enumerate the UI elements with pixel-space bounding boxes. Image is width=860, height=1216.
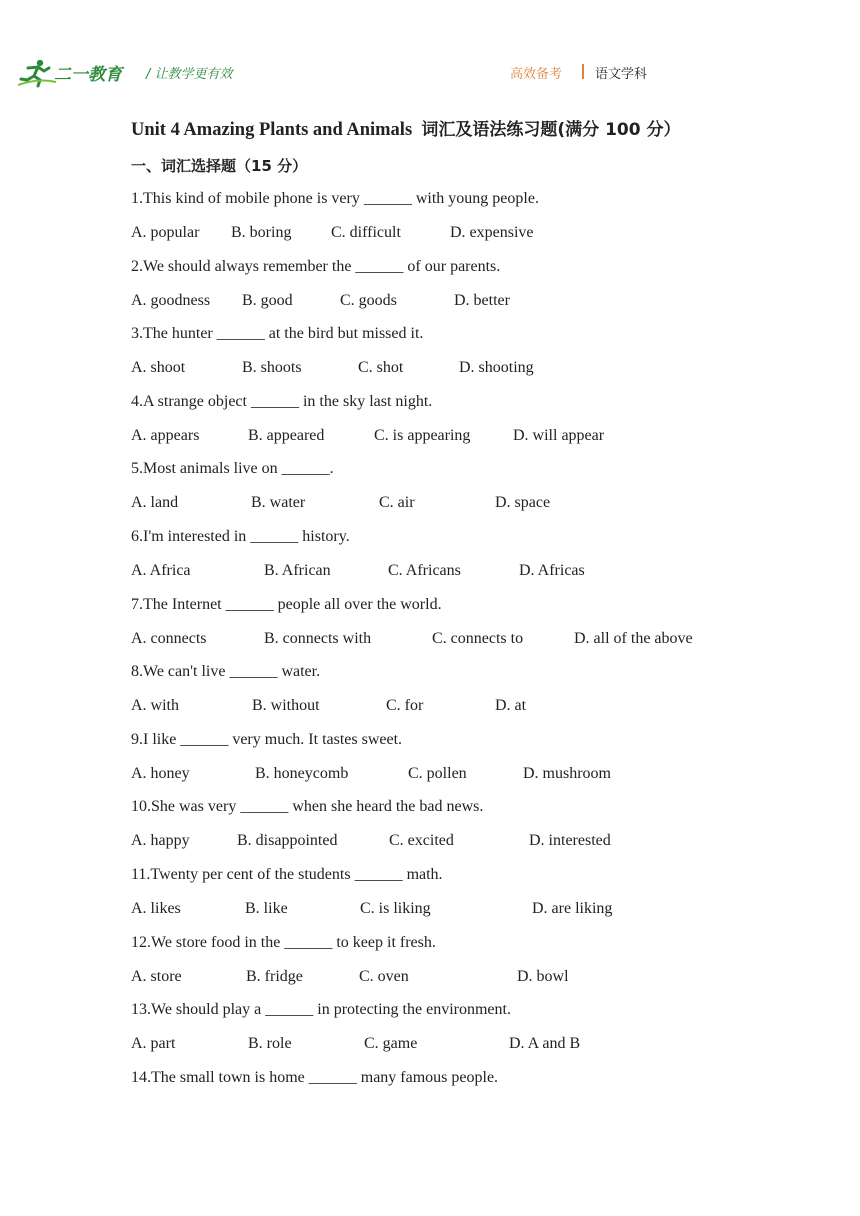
answer-option: B. boring	[231, 224, 292, 241]
answer-option: C. pollen	[408, 764, 467, 782]
runner-icon	[18, 60, 56, 86]
question-stem: 5.Most animals live on ______.	[131, 460, 334, 478]
question-stem: 11.Twenty per cent of the students ______ math.	[131, 866, 443, 883]
question-stem: 10.She was very ______ when she heard the bad news.	[131, 798, 484, 816]
answer-option: D. will appear	[513, 426, 605, 444]
answer-option: A. part	[131, 1035, 176, 1053]
answer-option: C. goods	[340, 291, 397, 309]
answer-option: D. all of the above	[574, 629, 693, 647]
answer-option: D. Africas	[519, 562, 585, 579]
answer-option: D. at	[495, 697, 527, 715]
answer-option: D. space	[495, 494, 551, 512]
answer-option: D. mushroom	[523, 764, 611, 782]
answer-option: C. connects to	[432, 629, 524, 647]
answer-option: B. appeared	[248, 426, 325, 444]
answer-option: A. goodness	[131, 291, 211, 309]
answer-option: C. for	[386, 697, 424, 715]
answer-option: A. connects	[131, 629, 207, 647]
page-header	[0, 0, 860, 100]
question-stem: 7.The Internet ______ people all over the world.	[131, 595, 442, 613]
answer-option: D. better	[454, 291, 510, 309]
answer-option: B. honeycomb	[255, 764, 349, 782]
slogan: / 让教学更有效	[146, 67, 233, 82]
answer-option: A. store	[131, 967, 182, 985]
answer-option: B. without	[252, 697, 320, 715]
question-stem: 1.This kind of mobile phone is very ______ with young people.	[131, 190, 539, 207]
answer-option: B. good	[242, 291, 293, 309]
answer-option: A. Africa	[131, 562, 191, 579]
subject-label: 语文学科	[595, 67, 648, 82]
answer-option: C. shot	[358, 359, 404, 377]
question-stem: 12.We store food in the ______ to keep it fresh.	[131, 933, 436, 951]
answer-option: A. land	[131, 494, 179, 512]
answer-option: B. disappointed	[237, 832, 338, 850]
question-stem: 2.We should always remember the ______ of our parents.	[131, 257, 501, 275]
logo-text: 二一教育	[54, 65, 122, 85]
title-english: Unit 4 Amazing Plants and Animals	[131, 120, 413, 140]
answer-option: D. are liking	[532, 900, 613, 917]
answer-option: C. excited	[389, 832, 454, 850]
answer-option: D. interested	[529, 832, 611, 850]
question-stem: 13.We should play a ______ in protecting the environment.	[131, 1001, 511, 1019]
answer-option: C. air	[379, 494, 415, 512]
answer-option: C. is appearing	[374, 426, 471, 444]
answer-option: B. fridge	[246, 967, 303, 985]
header-divider	[582, 64, 584, 79]
answer-option: C. oven	[359, 967, 409, 985]
answer-option: B. shoots	[242, 359, 302, 377]
answer-option: D. expensive	[450, 224, 534, 241]
answer-option: A. shoot	[131, 359, 186, 377]
answer-option: D. A and B	[509, 1035, 581, 1053]
answer-option: A. with	[131, 697, 179, 715]
question-stem: 8.We can't live ______ water.	[131, 663, 321, 681]
answer-option: A. likes	[131, 900, 181, 917]
answer-option: B. like	[245, 900, 288, 917]
answer-option: B. water	[251, 494, 306, 512]
answer-option: A. happy	[131, 832, 190, 850]
answer-option: A. honey	[131, 764, 190, 782]
question-stem: 9.I like ______ very much. It tastes sweet.	[131, 730, 403, 748]
answer-option: C. is liking	[360, 900, 431, 917]
answer-option: B. role	[248, 1035, 292, 1053]
answer-option: C. Africans	[388, 562, 461, 579]
question-stem: 6.I'm interested in ______ history.	[131, 528, 350, 545]
section-heading: 一、词汇选择题（15 分）	[131, 157, 308, 175]
answer-option: D. shooting	[459, 359, 534, 377]
title-chinese: 词汇及语法练习题(满分 100 分）	[421, 120, 681, 140]
answer-option: D. bowl	[517, 967, 569, 985]
answer-option: B. African	[264, 562, 331, 579]
logo	[18, 58, 130, 88]
answer-option: B. connects with	[264, 629, 372, 647]
question-stem: 14.The small town is home ______ many famous people.	[131, 1068, 499, 1086]
brand-label: 高效备考	[510, 67, 563, 82]
answer-option: A. appears	[131, 426, 200, 444]
answer-option: C. difficult	[331, 224, 401, 241]
question-stem: 4.A strange object ______ in the sky last night.	[131, 392, 433, 410]
question-stem: 3.The hunter ______ at the bird but missed it.	[131, 325, 424, 343]
page-title	[131, 115, 681, 141]
answer-option: C. game	[364, 1035, 418, 1053]
answer-option: A. popular	[131, 224, 200, 241]
